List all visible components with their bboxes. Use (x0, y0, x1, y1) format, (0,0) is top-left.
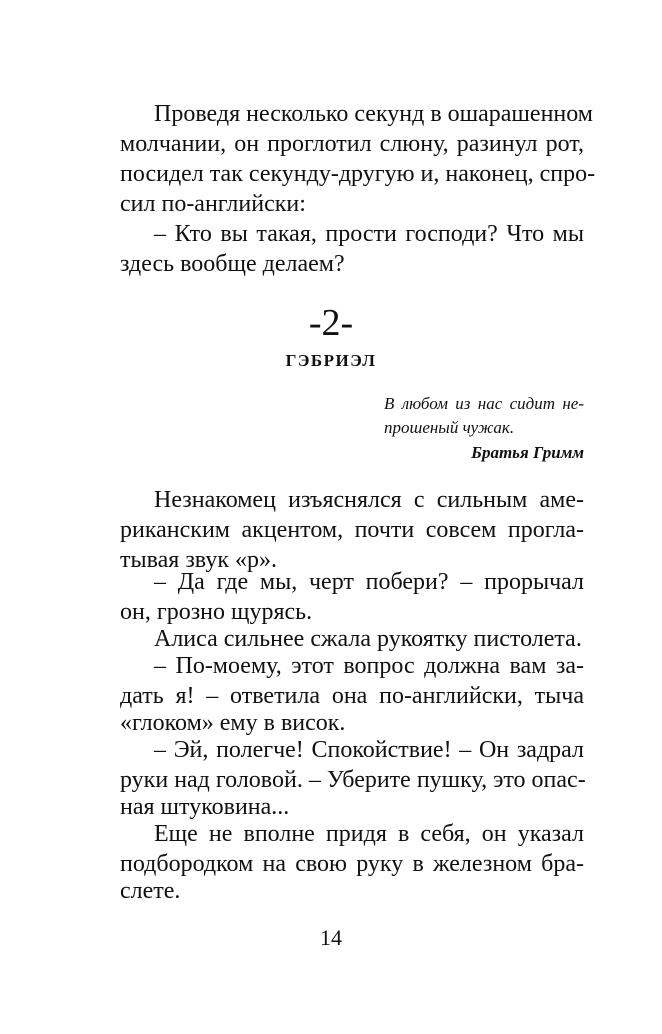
text-line: сил по-английски: (120, 191, 306, 217)
epigraph-author: Братья Гримм (471, 443, 584, 462)
text-line: слете. (120, 878, 181, 904)
text-line: Проведя несколько секунд в ошарашенном (154, 101, 593, 127)
text-line: риканским акцентом, почти совсем прогла- (120, 517, 584, 543)
text-line: – Да где мы, черт побери? – прорычал (154, 569, 584, 595)
text-line: – Эй, полегче! Спокойствие! – Он задрал (154, 737, 584, 763)
text-line: Алиса сильнее сжала рукоятку пистолета. (154, 626, 582, 652)
page-number: 14 (320, 925, 342, 950)
text-line: дать я! – ответила она по-английски, тыча (120, 683, 584, 709)
text-line: руки над головой. – Уберите пушку, это опас- (120, 767, 586, 793)
text-line: ная штуковина... (120, 794, 290, 820)
text-line: молчании, он проглотил слюну, разинул рот, (120, 131, 584, 157)
text-line: Незнакомец изъяснялся с сильным аме- (154, 487, 584, 513)
chapter-number: -2- (308, 302, 354, 344)
text-line: – По-моему, этот вопрос должна вам за- (154, 653, 584, 679)
text-line: посидел так секунду-другую и, наконец, спро- (120, 161, 596, 187)
text-line: тывая звук «р». (120, 547, 277, 573)
epigraph-line: В любом из нас сидит не- (384, 394, 584, 413)
text-line: подбородком на свою руку в железном бра- (120, 851, 584, 877)
text-line: Еще не вполне придя в себя, он указал (154, 821, 584, 847)
text-line: здесь вообще делаем? (120, 251, 345, 277)
chapter-title: ГЭБРИЭЛ (285, 351, 377, 370)
text-line: – Кто вы такая, прости господи? Что мы (154, 221, 584, 247)
text-line: «глоком» ему в висок. (120, 710, 346, 736)
epigraph-line: прошеный чужак. (384, 418, 515, 437)
text-line: он, грозно щурясь. (120, 599, 313, 625)
